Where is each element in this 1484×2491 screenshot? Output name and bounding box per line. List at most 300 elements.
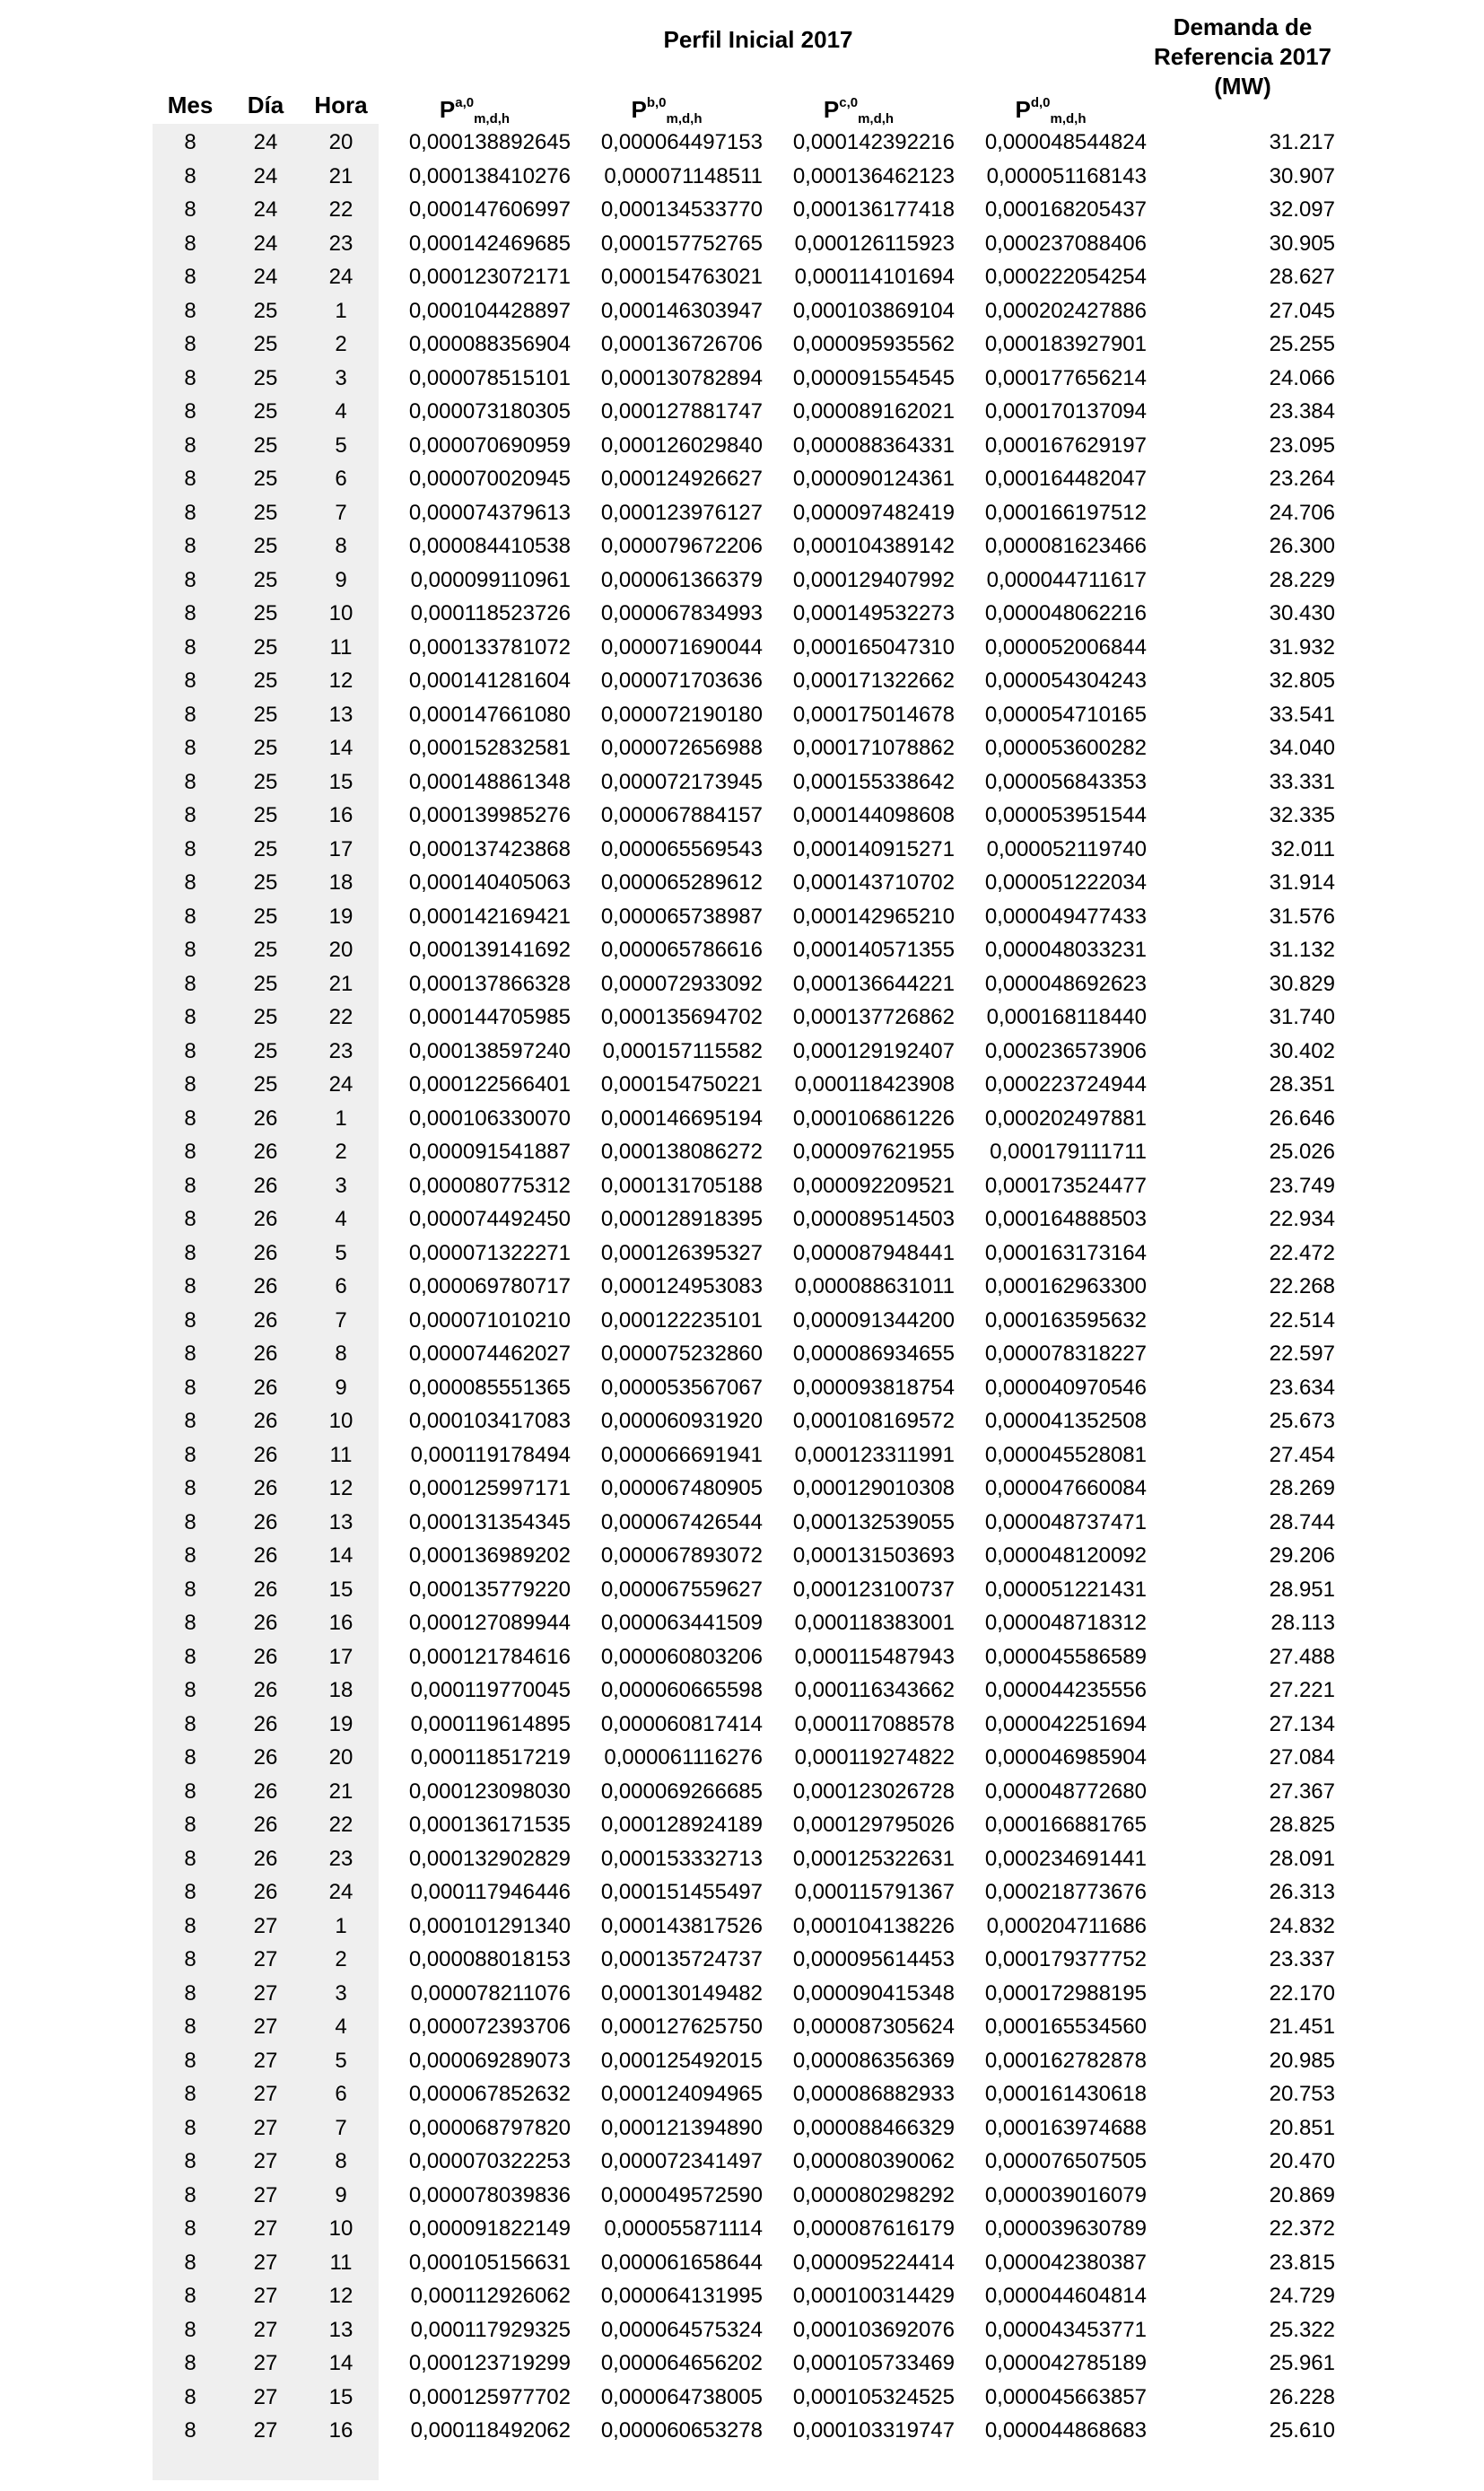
cell-pc: 0,000114101694 xyxy=(794,265,955,289)
cell-pa: 0,000091541887 xyxy=(408,1140,571,1164)
cell-dia: 26 xyxy=(253,1813,278,1837)
cell-pc: 0,000103869104 xyxy=(792,298,955,323)
cell-pd: 0,000168205437 xyxy=(984,197,1147,222)
cell-pa: 0,000125997171 xyxy=(408,1476,571,1500)
cell-pd: 0,000048033231 xyxy=(984,938,1147,962)
cell-mes: 8 xyxy=(184,2216,196,2241)
cell-pb: 0,000136726706 xyxy=(600,332,763,356)
cell-demanda: 27.084 xyxy=(1269,1745,1335,1770)
cell-dia: 26 xyxy=(253,1240,278,1265)
cell-hora: 19 xyxy=(328,1711,354,1736)
cell-demanda: 30.430 xyxy=(1269,601,1335,625)
cell-dia: 27 xyxy=(253,2384,278,2409)
cell-pb: 0,000067834993 xyxy=(600,601,763,625)
cell-pa: 0,000119614895 xyxy=(410,1711,571,1736)
cell-dia: 26 xyxy=(253,1409,278,1433)
cell-mes: 8 xyxy=(184,1442,196,1467)
table-row xyxy=(153,933,1335,967)
cell-pc: 0,000123026728 xyxy=(792,1779,955,1804)
cell-pd: 0,000044604814 xyxy=(984,2284,1147,2308)
cell-hora: 12 xyxy=(328,2284,354,2308)
cell-demanda: 23.095 xyxy=(1269,433,1335,458)
cell-pd: 0,000166197512 xyxy=(984,500,1147,525)
cell-hora: 10 xyxy=(328,2216,354,2241)
table-row xyxy=(153,1674,1335,1708)
cell-demanda: 31.132 xyxy=(1269,938,1335,962)
cell-pd: 0,000164482047 xyxy=(984,467,1147,491)
cell-pb: 0,000124926627 xyxy=(600,467,763,491)
cell-hora: 2 xyxy=(335,1947,347,1971)
cell-mes: 8 xyxy=(184,971,196,996)
cell-mes: 8 xyxy=(184,500,196,525)
table-row xyxy=(153,1270,1335,1304)
cell-dia: 25 xyxy=(253,332,278,356)
cell-mes: 8 xyxy=(184,399,196,424)
cell-pd: 0,000168118440 xyxy=(986,1005,1147,1029)
cell-hora: 20 xyxy=(328,938,354,962)
cell-pc: 0,000140571355 xyxy=(792,938,955,962)
cell-pa: 0,000137866328 xyxy=(408,971,571,996)
cell-pd: 0,000042251694 xyxy=(984,1711,1147,1736)
cell-pa: 0,000072393706 xyxy=(408,2015,571,2039)
cell-mes: 8 xyxy=(184,1274,196,1298)
cell-pa: 0,000127089944 xyxy=(408,1611,571,1635)
cell-pc: 0,000105324525 xyxy=(792,2384,955,2409)
cell-demanda: 31.914 xyxy=(1269,870,1335,895)
cell-pa: 0,000103417083 xyxy=(408,1409,571,1433)
cell-pa: 0,000123098030 xyxy=(408,1779,571,1804)
cell-dia: 25 xyxy=(253,1072,278,1097)
cell-pd: 0,000044711617 xyxy=(986,567,1147,592)
cell-hora: 14 xyxy=(328,736,354,760)
cell-demanda: 22.170 xyxy=(1269,1980,1335,2006)
cell-mes: 8 xyxy=(184,1509,196,1534)
cell-pc: 0,000116343662 xyxy=(794,1678,955,1702)
table-row xyxy=(153,2246,1335,2280)
cell-pd: 0,000177656214 xyxy=(984,365,1147,390)
cell-demanda: 22.934 xyxy=(1269,1207,1335,1231)
col-header-pd: P$^{d,0}_{m,d,h}$ xyxy=(1015,95,1087,127)
cell-dia: 26 xyxy=(253,1342,278,1366)
cell-pb: 0,000065569543 xyxy=(600,836,763,861)
cell-hora: 17 xyxy=(328,836,354,861)
cell-pb: 0,000134533770 xyxy=(600,197,763,222)
cell-pd: 0,000081623466 xyxy=(984,534,1147,558)
cell-demanda: 23.749 xyxy=(1269,1173,1335,1198)
cell-demanda: 20.985 xyxy=(1269,2048,1335,2073)
cell-pc: 0,000095614453 xyxy=(792,1947,955,1971)
cell-pa: 0,000131354345 xyxy=(408,1509,571,1534)
table-row xyxy=(153,2111,1335,2146)
cell-dia: 27 xyxy=(253,2418,278,2443)
cell-pa: 0,000074492450 xyxy=(408,1207,571,1231)
cell-hora: 3 xyxy=(335,1173,347,1198)
cell-hora: 4 xyxy=(335,1207,347,1231)
cell-hora: 2 xyxy=(335,1140,347,1164)
cell-demanda: 28.113 xyxy=(1270,1611,1335,1635)
cell-mes: 8 xyxy=(184,2115,196,2140)
cell-demanda: 27.045 xyxy=(1269,298,1335,323)
cell-pc: 0,000087616179 xyxy=(792,2216,955,2241)
table-row xyxy=(153,833,1335,867)
cell-demanda: 26.313 xyxy=(1269,1880,1335,1904)
cell-pb: 0,000065289612 xyxy=(600,870,763,895)
table-row xyxy=(153,126,1335,160)
cell-hora: 6 xyxy=(335,467,347,491)
cell-pc: 0,000087305624 xyxy=(792,2015,955,2039)
cell-pd: 0,000042380387 xyxy=(984,2250,1147,2275)
cell-pc: 0,000119274822 xyxy=(794,1745,955,1770)
cell-pc: 0,000103692076 xyxy=(792,2317,955,2342)
cell-dia: 24 xyxy=(253,163,278,188)
cell-pc: 0,000087948441 xyxy=(792,1240,955,1265)
cell-pb: 0,000151455497 xyxy=(600,1880,763,1904)
table-row xyxy=(153,597,1335,631)
cell-mes: 8 xyxy=(184,231,196,256)
cell-dia: 25 xyxy=(253,298,278,323)
cell-hora: 14 xyxy=(328,2351,354,2375)
cell-pb: 0,000060931920 xyxy=(600,1409,763,1433)
cell-pc: 0,000140915271 xyxy=(792,836,955,861)
cell-hora: 7 xyxy=(335,1307,347,1333)
cell-pd: 0,000236573906 xyxy=(984,1038,1147,1063)
cell-pb: 0,000069266685 xyxy=(600,1779,763,1804)
cell-dia: 26 xyxy=(253,1745,278,1770)
table-row xyxy=(153,664,1335,698)
table-row xyxy=(153,799,1335,833)
cell-pc: 0,000095224414 xyxy=(792,2250,955,2275)
cell-pd: 0,000163974688 xyxy=(984,2115,1147,2140)
cell-pc: 0,000097621955 xyxy=(792,1140,955,1164)
cell-pa: 0,000074379613 xyxy=(408,500,571,525)
cell-pa: 0,000070020945 xyxy=(408,467,571,491)
cell-demanda: 27.367 xyxy=(1269,1779,1335,1804)
cell-dia: 27 xyxy=(253,2182,278,2207)
cell-dia: 26 xyxy=(253,1476,278,1500)
cell-pd: 0,000048062216 xyxy=(984,601,1147,625)
cell-pd: 0,000162782878 xyxy=(984,2048,1147,2073)
table-row xyxy=(153,2145,1335,2179)
cell-dia: 25 xyxy=(253,399,278,424)
cell-mes: 8 xyxy=(184,1106,196,1131)
cell-mes: 8 xyxy=(184,803,196,827)
cell-pb: 0,000067426544 xyxy=(600,1509,763,1534)
cell-pa: 0,000140405063 xyxy=(408,870,571,895)
cell-pb: 0,000126395327 xyxy=(600,1240,763,1265)
table-row xyxy=(153,1875,1335,1910)
table-row xyxy=(153,1943,1335,1977)
cell-pa: 0,000118517219 xyxy=(410,1745,571,1770)
cell-pa: 0,000068797820 xyxy=(408,2115,571,2140)
cell-demanda: 30.905 xyxy=(1269,231,1335,256)
table-row xyxy=(153,765,1335,800)
cell-pc: 0,000123311991 xyxy=(794,1442,955,1467)
cell-pc: 0,000104138226 xyxy=(792,1913,955,1938)
cell-dia: 26 xyxy=(253,1106,278,1131)
cell-pc: 0,000136177418 xyxy=(792,197,955,222)
col-header-pc: P$^{c,0}_{m,d,h}$ xyxy=(823,95,895,127)
table-row xyxy=(153,2044,1335,2078)
cell-demanda: 26.228 xyxy=(1269,2384,1335,2409)
cell-pa: 0,000071322271 xyxy=(408,1240,571,1265)
cell-pb: 0,000072341497 xyxy=(600,2149,763,2173)
cell-pc: 0,000091344200 xyxy=(792,1307,955,1333)
cell-demanda: 29.206 xyxy=(1269,1543,1335,1568)
cell-pc: 0,000086356369 xyxy=(792,2048,955,2073)
cell-mes: 8 xyxy=(184,1207,196,1231)
cell-pd: 0,000048737471 xyxy=(984,1509,1147,1534)
cell-pa: 0,000088356904 xyxy=(408,332,571,356)
cell-pc: 0,000144098608 xyxy=(792,803,955,827)
cell-pc: 0,000108169572 xyxy=(792,1409,955,1433)
cell-dia: 25 xyxy=(253,769,278,794)
table-row xyxy=(153,1337,1335,1371)
cell-hora: 4 xyxy=(335,2015,347,2039)
cell-pa: 0,000147606997 xyxy=(408,197,571,222)
cell-pa: 0,000091822149 xyxy=(408,2216,571,2241)
table-row xyxy=(153,2010,1335,2044)
cell-pb: 0,000072190180 xyxy=(600,702,763,727)
cell-pd: 0,000040970546 xyxy=(984,1375,1147,1400)
cell-pc: 0,000104389142 xyxy=(792,534,955,558)
cell-pc: 0,000126115923 xyxy=(794,231,955,256)
cell-hora: 1 xyxy=(335,1913,347,1938)
cell-pc: 0,000093818754 xyxy=(792,1375,955,1400)
cell-pb: 0,000153332713 xyxy=(600,1846,763,1871)
cell-pd: 0,000039630789 xyxy=(984,2216,1147,2241)
demand-title-line1: Demanda de xyxy=(1173,13,1313,40)
cell-mes: 8 xyxy=(184,332,196,356)
cell-dia: 26 xyxy=(253,1846,278,1871)
cell-pa: 0,000119178494 xyxy=(410,1442,571,1467)
cell-hora: 11 xyxy=(329,634,353,660)
cell-dia: 25 xyxy=(253,736,278,760)
cell-pd: 0,000162963300 xyxy=(984,1274,1147,1298)
cell-demanda: 32.335 xyxy=(1269,803,1335,827)
cell-demanda: 31.932 xyxy=(1269,634,1335,660)
cell-demanda: 31.576 xyxy=(1269,904,1335,929)
cell-pc: 0,000080298292 xyxy=(792,2182,955,2207)
cell-pa: 0,000085551365 xyxy=(408,1375,571,1400)
cell-pa: 0,000137423868 xyxy=(408,836,571,861)
cell-dia: 25 xyxy=(253,971,278,996)
cell-hora: 6 xyxy=(335,2082,347,2106)
cell-dia: 25 xyxy=(253,1005,278,1029)
cell-hora: 22 xyxy=(328,1813,354,1837)
cell-pa: 0,000078211076 xyxy=(410,1980,571,2006)
cell-pa: 0,000084410538 xyxy=(408,534,571,558)
table-row xyxy=(153,1977,1335,2011)
cell-demanda: 33.331 xyxy=(1269,769,1335,794)
table-row xyxy=(153,967,1335,1001)
cell-pc: 0,000115487943 xyxy=(794,1644,955,1669)
cell-mes: 8 xyxy=(184,1813,196,1837)
cell-dia: 27 xyxy=(253,1947,278,1971)
cell-dia: 27 xyxy=(253,2317,278,2342)
cell-pc: 0,000086882933 xyxy=(792,2082,955,2106)
cell-pb: 0,000135724737 xyxy=(600,1947,763,1971)
cell-hora: 2 xyxy=(335,332,347,356)
cell-pd: 0,000056843353 xyxy=(984,769,1147,794)
cell-pd: 0,000170137094 xyxy=(984,399,1147,424)
cell-pb: 0,000124953083 xyxy=(600,1274,763,1298)
cell-pb: 0,000124094965 xyxy=(600,2082,763,2106)
cell-dia: 26 xyxy=(253,1509,278,1534)
cell-hora: 23 xyxy=(328,1846,354,1871)
cell-dia: 26 xyxy=(253,1442,278,1467)
cell-pd: 0,000053600282 xyxy=(984,736,1147,760)
cell-mes: 8 xyxy=(184,2317,196,2342)
cell-pc: 0,000165047310 xyxy=(792,634,955,660)
cell-demanda: 25.610 xyxy=(1269,2418,1335,2443)
cell-dia: 24 xyxy=(253,197,278,222)
cell-demanda: 22.597 xyxy=(1269,1342,1335,1366)
cell-pd: 0,000078318227 xyxy=(984,1342,1147,1366)
table-row xyxy=(153,1035,1335,1069)
cell-pa: 0,000132902829 xyxy=(408,1846,571,1871)
cell-demanda: 27.454 xyxy=(1269,1442,1335,1467)
cell-pc: 0,000115791367 xyxy=(794,1880,955,1904)
cell-dia: 25 xyxy=(253,803,278,827)
cell-pd: 0,000163173164 xyxy=(984,1240,1147,1265)
cell-dia: 25 xyxy=(253,365,278,390)
table-row xyxy=(153,2414,1335,2448)
cell-mes: 8 xyxy=(184,2149,196,2173)
cell-pc: 0,000129010308 xyxy=(792,1476,955,1500)
cell-pa: 0,000101291340 xyxy=(408,1913,571,1938)
cell-pb: 0,000067884157 xyxy=(600,803,763,827)
cell-mes: 8 xyxy=(184,2015,196,2039)
cell-dia: 25 xyxy=(253,500,278,525)
cell-dia: 27 xyxy=(253,2216,278,2241)
cell-demanda: 20.753 xyxy=(1269,2082,1335,2106)
cell-demanda: 28.627 xyxy=(1269,265,1335,289)
table-row xyxy=(153,1135,1335,1169)
cell-pb: 0,000060653278 xyxy=(600,2418,763,2443)
cell-pc: 0,000155338642 xyxy=(792,769,955,794)
cell-pc: 0,000125322631 xyxy=(792,1846,955,1871)
cell-pb: 0,000121394890 xyxy=(600,2115,763,2140)
cell-pd: 0,000042785189 xyxy=(984,2351,1147,2375)
cell-pa: 0,000112926062 xyxy=(410,2284,571,2308)
cell-pb: 0,000154763021 xyxy=(600,265,763,289)
cell-hora: 10 xyxy=(328,601,354,625)
cell-hora: 18 xyxy=(328,870,354,895)
cell-hora: 11 xyxy=(329,2250,353,2275)
cell-dia: 27 xyxy=(253,2250,278,2275)
cell-hora: 18 xyxy=(328,1678,354,1702)
cell-pc: 0,000129407992 xyxy=(792,567,955,592)
cell-pb: 0,000071690044 xyxy=(600,634,763,660)
cell-pb: 0,000138086272 xyxy=(600,1140,763,1164)
cell-mes: 8 xyxy=(184,534,196,558)
cell-pb: 0,000060665598 xyxy=(600,1678,763,1702)
cell-pd: 0,000179377752 xyxy=(984,1947,1147,1971)
cell-pc: 0,000136644221 xyxy=(792,971,955,996)
cell-demanda: 25.255 xyxy=(1269,332,1335,356)
table-row xyxy=(153,496,1335,530)
cell-dia: 26 xyxy=(253,1543,278,1568)
cell-hora: 7 xyxy=(335,2115,347,2140)
cell-pd: 0,000165534560 xyxy=(984,2015,1147,2039)
cell-dia: 24 xyxy=(253,130,278,154)
cell-pb: 0,000064738005 xyxy=(600,2384,763,2409)
cell-hora: 3 xyxy=(335,1980,347,2006)
cell-demanda: 24.706 xyxy=(1269,500,1335,525)
cell-demanda: 24.729 xyxy=(1269,2284,1335,2308)
cell-pd: 0,000223724944 xyxy=(984,1072,1147,1097)
cell-demanda: 28.351 xyxy=(1269,1072,1335,1097)
cell-pd: 0,000045586589 xyxy=(984,1644,1147,1669)
table-row xyxy=(153,1438,1335,1473)
table-row xyxy=(153,1102,1335,1136)
cell-pb: 0,000065786616 xyxy=(600,938,763,962)
cell-dia: 26 xyxy=(253,1140,278,1164)
table-row xyxy=(153,1775,1335,1809)
table-row xyxy=(153,1237,1335,1271)
cell-pb: 0,000064575324 xyxy=(600,2317,763,2342)
cell-demanda: 28.269 xyxy=(1269,1476,1335,1500)
cell-pa: 0,000122566401 xyxy=(408,1072,571,1097)
cell-pd: 0,000045663857 xyxy=(984,2384,1147,2409)
cell-mes: 8 xyxy=(184,1880,196,1904)
cell-mes: 8 xyxy=(184,1375,196,1400)
cell-mes: 8 xyxy=(184,433,196,458)
cell-mes: 8 xyxy=(184,1409,196,1433)
table-row xyxy=(153,1001,1335,1035)
cell-mes: 8 xyxy=(184,870,196,895)
cell-pd: 0,000164888503 xyxy=(984,1207,1147,1231)
cell-pa: 0,000123719299 xyxy=(408,2351,571,2375)
table-row xyxy=(153,1708,1335,1742)
group-title: Perfil Inicial 2017 xyxy=(663,26,853,53)
cell-hora: 13 xyxy=(328,1509,354,1534)
cell-pb: 0,000135694702 xyxy=(600,1005,763,1029)
cell-demanda: 27.221 xyxy=(1269,1678,1335,1702)
cell-mes: 8 xyxy=(184,1779,196,1804)
cell-pa: 0,000142469685 xyxy=(408,231,571,256)
cell-pd: 0,000048772680 xyxy=(984,1779,1147,1804)
cell-pa: 0,000138597240 xyxy=(408,1038,571,1063)
table-row xyxy=(153,866,1335,900)
cell-mes: 8 xyxy=(184,1476,196,1500)
cell-demanda: 22.514 xyxy=(1269,1307,1335,1333)
cell-mes: 8 xyxy=(184,298,196,323)
cell-hora: 8 xyxy=(335,1342,347,1366)
cell-pd: 0,000218773676 xyxy=(984,1880,1147,1904)
cell-hora: 20 xyxy=(328,1745,354,1770)
table-row xyxy=(153,1573,1335,1607)
cell-pd: 0,000044235556 xyxy=(984,1678,1147,1702)
cell-dia: 27 xyxy=(253,2115,278,2140)
table-row xyxy=(153,564,1335,598)
cell-pd: 0,000048120092 xyxy=(984,1543,1147,1568)
cell-pb: 0,000079672206 xyxy=(600,534,763,558)
col-header-pb: P$^{b,0}_{m,d,h}$ xyxy=(631,95,703,127)
cell-dia: 26 xyxy=(253,1307,278,1333)
cell-dia: 26 xyxy=(253,1274,278,1298)
cell-pc: 0,000117088578 xyxy=(794,1711,955,1736)
cell-demanda: 22.472 xyxy=(1269,1240,1335,1265)
cell-pd: 0,000047660084 xyxy=(984,1476,1147,1500)
cell-pb: 0,000146695194 xyxy=(600,1106,763,1131)
cell-demanda: 26.300 xyxy=(1269,534,1335,558)
cell-mes: 8 xyxy=(184,2250,196,2275)
cell-dia: 27 xyxy=(253,2015,278,2039)
cell-hora: 5 xyxy=(335,1240,347,1265)
cell-mes: 8 xyxy=(184,467,196,491)
cell-demanda: 32.805 xyxy=(1269,669,1335,693)
